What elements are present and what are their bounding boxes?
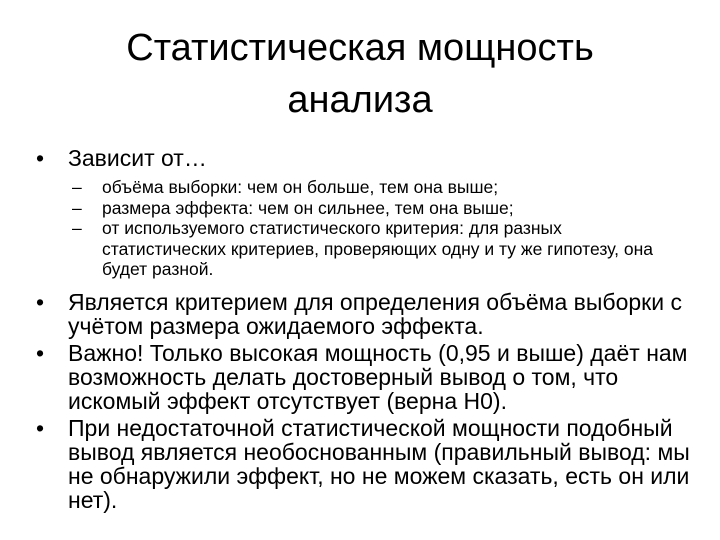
bullet-item-depends-on	[30, 146, 690, 170]
bullet-item-important	[30, 341, 690, 413]
slide-title-line-1: Статистическая мощность	[126, 27, 594, 69]
sub-item-text: размера эффекта: чем он сильнее, тем она выше;	[102, 197, 514, 218]
slide-title-line-2: анализа	[287, 79, 433, 121]
dash-icon: –	[72, 197, 82, 218]
bullet-item-insufficient-power	[30, 416, 690, 512]
bullet-text: Является критерием для определения объёма выборки с учётом размера ожидаемого эффекта.	[68, 288, 682, 339]
sub-item-effect-size	[30, 198, 690, 219]
sub-item-criterion	[30, 218, 690, 280]
bullet-item-sample-size-criterion	[30, 290, 690, 338]
bullet-icon: •	[36, 288, 45, 315]
slide-body	[30, 146, 690, 512]
dash-icon: –	[72, 218, 82, 238]
sub-list	[30, 177, 690, 280]
bullet-icon: •	[36, 339, 45, 366]
sub-item-text: объёма выборки: чем он больше, тем она выше;	[102, 177, 499, 197]
bullet-icon: •	[36, 145, 45, 171]
bullet-text: При недостаточной статистической мощности подобный вывод является необоснованным (правильный вывод: мы не обнаружили эффект, но не можем сказать, есть он или нет).	[68, 414, 690, 513]
bullet-icon: •	[36, 414, 45, 441]
slide-title	[60, 22, 660, 126]
sub-item-sample-size	[30, 177, 690, 198]
bullet-text: Важно! Только высокая мощность (0,95 и выше) даёт нам возможность делать достоверный вывод о том, что искомый эффект отсутствует (верна H0).	[68, 339, 688, 414]
bullet-text: Зависит от…	[68, 145, 207, 171]
sub-item-text: от используемого статистического критерия: для разных статистических критериев, проверяющих одну и ту же гипотезу, она будет разной.	[102, 218, 653, 279]
dash-icon: –	[72, 177, 82, 197]
